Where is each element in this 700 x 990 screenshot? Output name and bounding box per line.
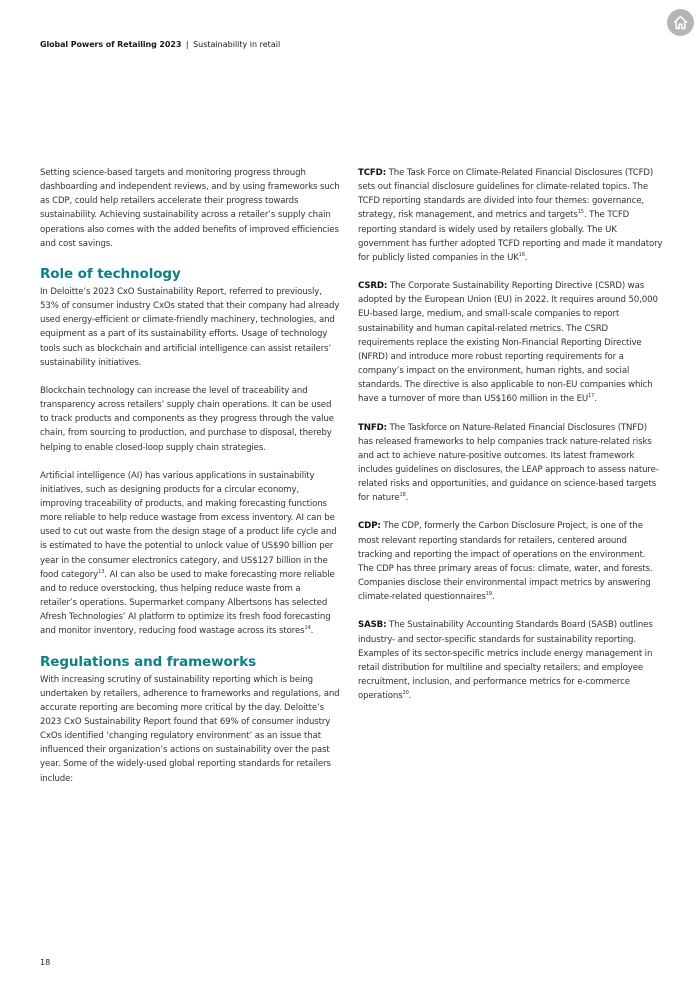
- intro-paragraph: Setting science-based targets and monitoring progress through dashboarding and independent reviews, and by using frameworks such as CDP, could help retailers accelerate their progress towards sustainability. Achieving sustainability across a retailer’s supply chain operations also comes with the added benefits of improved efficiencies and cost savings.: [40, 168, 340, 249]
- standard-term: CSRD:: [358, 281, 388, 292]
- standard-tcfd: TCFD: The Task Force on Climate-Related Financial Disclosures (TCFD) sets out financial disclosure guidelines for climate-related topics. The TCFD reporting standards are divided into four themes: governance, strategy, risk management, and metrics and targets$^{15}$. The TCFD reporting standard is widely used by retailers globally. The UK government has further adopted TCFD reporting and made it mandatory for publicly listed companies in the UK$^{16}$.: [358, 168, 663, 263]
- role-paragraph-3: Artificial intelligence (AI) has various applications in sustainability initiatives, such as designing products for a circular economy, improving traceability of products, and making forecasting functions more reliable to help reduce wastage from excess inventory. AI can be used to cut out waste from the design stage of a product life cycle and is estimated to have the potential to unlock value of US$90 billion per year in the consumer electronics category, and US$127 billion in the food category$^{13}$. AI can also be used to make forecasting more reliable and to reduce overstocking, thus helping reduce waste from a retailer’s operations. Supermarket company Albertsons has selected Afresh Technologies’ AI platform to optimize its fresh food forecasting and monitor inventory, reducing food wastage across its stores$^{14}$.: [40, 470, 337, 637]
- footnote-ref[interactable]: 14: [304, 625, 311, 632]
- footnote-ref[interactable]: 20: [402, 690, 409, 697]
- footnote-ref[interactable]: 17: [588, 393, 595, 400]
- footnote-ref[interactable]: 19: [485, 591, 492, 598]
- home-button[interactable]: [667, 9, 694, 36]
- right-column: [358, 166, 663, 717]
- footnote-ref[interactable]: 18: [399, 492, 406, 499]
- standard-term: CDP:: [358, 521, 381, 532]
- page-number: 18: [40, 958, 51, 967]
- standard-sasb: SASB: The Sustainability Accounting Standards Board (SASB) outlines industry- and sector-specific standards for sustainability reporting. Examples of its sector-specific metrics include energy management in retail distribution for multiline and specialty retailers; and employee recruitment, inclusion, and performance metrics for e-commerce operations$^{20}$.: [358, 620, 653, 702]
- footnote-ref[interactable]: 13: [98, 568, 105, 575]
- role-of-technology-heading: Role of technology: [40, 265, 181, 282]
- running-header: [40, 40, 280, 49]
- footnote-ref[interactable]: 15: [577, 209, 584, 216]
- left-column: [40, 166, 340, 800]
- regulations-heading: Regulations and frameworks: [40, 653, 257, 670]
- regulations-paragraph: With increasing scrutiny of sustainability reporting which is being undertaken by retailers, adherence to frameworks and regulations, and accurate reporting are becoming more critical by the day. Deloitte’s 2023 CxO Sustainability Report found that 69% of consumer industry CxOs identified ‘changing regulatory environment’ as an issue that influenced their organization’s actions on sustainability over the past year. Some of the widely-used global reporting standards for retailers include:: [40, 674, 340, 784]
- role-paragraph-1: In Deloitte’s 2023 CxO Sustainability Report, referred to previously, 53% of consumer industry CxOs stated that their company had already used energy-efficient or climate-friendly machinery, technologies, and equipment as a part of its sustainability efforts. Usage of technology tools such as blockchain and artificial intelligence can assist retailers’ sustainability initiatives.: [40, 286, 340, 368]
- standard-cdp: CDP: The CDP, formerly the Carbon Disclosure Project, is one of the most relevant reporting standards for retailers, centered around tracking and reporting the impact of operations on the environment. The CDP has three primary areas of focus: climate, water, and forests. Companies disclose their environmental impact metrics by answering climate-related questionnaires$^{19}$.: [358, 521, 653, 603]
- standard-term: TNFD:: [358, 422, 387, 433]
- section-title: Sustainability in retail: [193, 40, 281, 49]
- home-icon: [672, 14, 689, 31]
- standard-term: TCFD:: [358, 168, 387, 178]
- report-title: Global Powers of Retailing 2023: [40, 40, 182, 49]
- role-paragraph-2: Blockchain technology can increase the level of traceability and transparency across retailers’ supply chain operations. It can be used to track products and components as they progress through the value chain, from sourcing to production, and purchase to disposal, thereby helping to enable closed-loop supply chain strategies.: [40, 385, 334, 453]
- standard-term: SASB:: [358, 620, 387, 631]
- standard-csrd: CSRD: The Corporate Sustainability Reporting Directive (CSRD) was adopted by the European Union (EU) in 2022. It requires around 50,000 EU-based large, medium, and small-scale companies to report sustainability and human capital-related metrics. The CSRD requirements replace the existing Non-Financial Reporting Directive (NFRD) and introduce more robust reporting requirements for a company’s impact on the environment, human rights, and social standards. The directive is also applicable to non-EU companies which have a turnover of more than US$160 million in the EU$^{17}$.: [358, 281, 658, 405]
- standard-tnfd: TNFD: The Taskforce on Nature-Related Financial Disclosures (TNFD) has released frameworks to help companies track nature-related risks and act to achieve nature-positive outcomes. Its latest framework includes guidelines on disclosures, the LEAP approach to assess nature-related risks and opportunities, and guidance on science-based targets for nature$^{18}$.: [358, 422, 659, 504]
- header-separator: |: [185, 40, 189, 49]
- footnote-ref[interactable]: 16: [518, 251, 525, 258]
